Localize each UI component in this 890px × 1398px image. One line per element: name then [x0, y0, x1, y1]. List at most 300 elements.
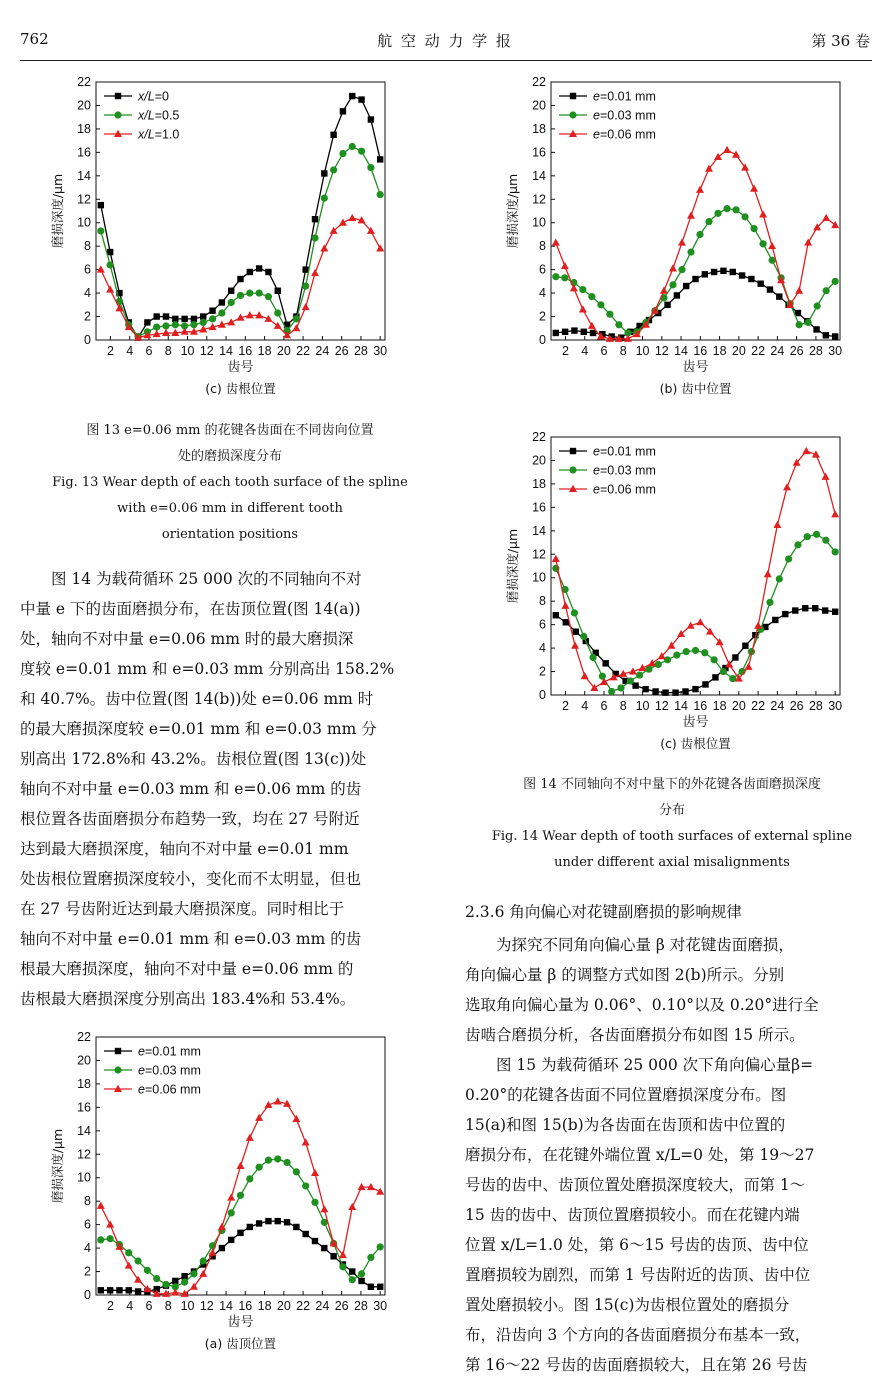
- x-axis-label: 齿号: [227, 360, 254, 375]
- data-point: [172, 321, 179, 328]
- data-point: [162, 322, 169, 329]
- y-tick-label: 4: [84, 1241, 91, 1256]
- data-point: [106, 285, 114, 292]
- x-tick-label: 16: [693, 344, 708, 358]
- data-point: [292, 1115, 300, 1122]
- data-point: [664, 302, 670, 308]
- fig13-caption: [20, 418, 440, 548]
- y-axis-label: 磨损深度/μm: [505, 528, 520, 604]
- y-tick-label: 12: [77, 1147, 91, 1162]
- sub-caption: (c) 齿根位置: [205, 381, 276, 396]
- data-point: [219, 299, 225, 305]
- series-line: [101, 147, 380, 337]
- data-point: [376, 244, 384, 251]
- data-point: [723, 205, 730, 212]
- data-point: [571, 642, 579, 649]
- y-axis-label: 磨损深度/μm: [50, 173, 65, 249]
- left-line: 达到最大磨损深度，轴向不对中量 e=0.01 mm: [20, 840, 349, 858]
- data-point: [349, 1268, 355, 1274]
- data-point: [831, 221, 839, 228]
- data-point: [720, 268, 726, 274]
- data-point: [292, 324, 300, 331]
- x-tick-label: 18: [257, 1299, 272, 1313]
- data-point: [321, 170, 327, 176]
- data-point: [701, 649, 708, 656]
- data-point: [599, 673, 606, 680]
- data-point: [358, 1278, 364, 1284]
- data-point: [311, 234, 318, 241]
- data-point: [553, 330, 559, 336]
- data-point: [832, 333, 838, 339]
- x-tick-label: 6: [145, 344, 153, 358]
- y-tick-label: 10: [77, 215, 91, 230]
- legend-label: e=0.03 mm: [138, 1063, 201, 1078]
- x-tick-label: 18: [257, 344, 272, 358]
- legend-marker: [569, 111, 576, 118]
- data-point: [552, 238, 560, 245]
- data-point: [126, 1287, 132, 1293]
- data-point: [219, 1245, 225, 1251]
- data-point: [792, 607, 798, 613]
- left-paragraph: [20, 564, 450, 1014]
- data-point: [687, 248, 694, 255]
- data-point: [642, 686, 648, 692]
- data-point: [163, 313, 169, 319]
- data-point: [648, 659, 656, 666]
- data-point: [190, 321, 197, 328]
- data-point: [97, 265, 105, 272]
- data-point: [348, 1203, 356, 1210]
- left-line: 齿根最大磨损深度分别高出 183.4%和 53.4%。: [20, 990, 356, 1008]
- left-line: 处，轴向不对中量 e=0.06 mm 时的最大磨损深: [20, 630, 354, 648]
- x-tick-label: 30: [828, 699, 843, 713]
- data-point: [702, 681, 708, 687]
- x-tick-label: 10: [180, 1299, 195, 1313]
- chart-fig14c: [495, 425, 865, 765]
- right-line: 位置 x/L=1.0 处，第 6～15 号齿的齿顶、齿中位: [465, 1236, 809, 1254]
- x-tick-label: 22: [296, 344, 311, 358]
- data-point: [367, 1254, 374, 1261]
- x-tick-label: 2: [106, 1299, 114, 1313]
- data-point: [732, 654, 738, 660]
- journal-name: 航 空 动 力 学 报: [377, 32, 513, 50]
- legend-label: x/L=0: [138, 89, 169, 104]
- x-tick-label: 12: [654, 344, 669, 358]
- data-point: [782, 611, 788, 617]
- data-point: [106, 1220, 114, 1227]
- data-point: [562, 329, 568, 335]
- y-tick-label: 12: [532, 192, 546, 207]
- legend-marker: [114, 111, 121, 118]
- right-line: 角向偏心量 β 的调整方式如图 2(b)所示。分别: [465, 966, 785, 984]
- y-tick-label: 18: [77, 121, 91, 136]
- page-number: 762: [20, 30, 49, 48]
- data-point: [795, 287, 803, 294]
- data-point: [321, 1245, 327, 1251]
- data-point: [218, 309, 225, 316]
- y-tick-label: 16: [77, 145, 91, 160]
- data-point: [754, 622, 762, 629]
- x-tick-label: 26: [789, 699, 804, 713]
- data-point: [636, 671, 643, 678]
- data-point: [714, 153, 722, 160]
- data-point: [683, 648, 690, 655]
- data-point: [107, 249, 113, 255]
- data-point: [672, 689, 678, 695]
- x-tick-label: 8: [619, 344, 627, 358]
- data-point: [302, 1138, 310, 1145]
- data-point: [274, 1097, 282, 1104]
- right-line: 第 16～22 号齿的齿面磨损较大，且在第 26 号齿: [465, 1356, 808, 1374]
- data-point: [340, 108, 346, 114]
- data-point: [759, 210, 767, 217]
- data-point: [97, 227, 104, 234]
- y-tick-label: 20: [532, 453, 546, 468]
- x-axis-label: 齿号: [682, 715, 709, 730]
- data-point: [265, 1218, 271, 1224]
- x-tick-label: 4: [126, 1299, 134, 1313]
- data-point: [162, 1281, 169, 1288]
- right-line: 置磨损较为剧烈，而第 1 号齿附近的齿顶、齿中位: [465, 1266, 811, 1284]
- y-tick-label: 4: [539, 286, 546, 301]
- data-point: [794, 541, 801, 548]
- legend-item: [104, 1045, 201, 1059]
- x-tick-label: 4: [581, 344, 589, 358]
- left-line: 轴向不对中量 e=0.03 mm 和 e=0.06 mm 的齿: [20, 780, 362, 798]
- data-point: [228, 1237, 234, 1243]
- sub-caption: (b) 齿中位置: [659, 381, 732, 396]
- y-tick-label: 8: [539, 239, 546, 254]
- x-tick-label: 4: [126, 344, 134, 358]
- data-point: [822, 537, 829, 544]
- x-tick-label: 30: [828, 344, 843, 358]
- legend-label: e=0.06 mm: [593, 482, 656, 497]
- data-point: [757, 281, 763, 287]
- y-tick-label: 18: [77, 1076, 91, 1091]
- left-line: 处齿根位置磨损深度较小，变化而不太明显，但也: [20, 870, 362, 888]
- data-point: [284, 1219, 290, 1225]
- data-point: [377, 1284, 383, 1290]
- data-point: [358, 96, 364, 102]
- data-point: [153, 324, 160, 331]
- data-point: [732, 206, 739, 213]
- legend-item: [559, 109, 656, 123]
- data-point: [783, 483, 791, 490]
- data-point: [349, 1276, 356, 1283]
- data-point: [190, 1270, 197, 1277]
- x-tick-label: 24: [315, 1299, 330, 1313]
- series-circle: [97, 1155, 384, 1290]
- data-point: [802, 447, 810, 454]
- data-point: [561, 602, 569, 609]
- data-point: [804, 533, 811, 540]
- data-point: [228, 299, 235, 306]
- data-point: [311, 269, 319, 276]
- left-line: 中量 e 下的齿面磨损分布，在齿顶位置(图 14(a)): [20, 600, 361, 618]
- legend-item: [559, 464, 656, 478]
- data-point: [750, 185, 758, 192]
- y-tick-label: 2: [539, 309, 546, 324]
- data-point: [311, 1169, 319, 1176]
- x-tick-label: 26: [334, 1299, 349, 1313]
- data-point: [702, 271, 708, 277]
- left-line: 别高出 172.8%和 43.2%。齿根位置(图 13(c))处: [20, 750, 367, 768]
- data-point: [608, 688, 615, 695]
- x-tick-label: 20: [731, 344, 746, 358]
- volume-label: 第 36 卷: [811, 32, 870, 50]
- series-circle: [552, 205, 839, 337]
- y-axis-label: 磨损深度/μm: [505, 173, 520, 249]
- legend-marker: [569, 466, 576, 473]
- data-point: [768, 242, 776, 249]
- data-point: [812, 605, 818, 611]
- data-point: [348, 214, 356, 221]
- data-point: [705, 218, 712, 225]
- data-point: [209, 307, 215, 313]
- data-point: [107, 1235, 114, 1242]
- right-line: 图 15 为载荷循环 25 000 次下角向偏心量β=: [496, 1056, 814, 1074]
- x-tick-label: 14: [219, 1299, 234, 1313]
- y-axis-label: 磨损深度/μm: [50, 1128, 65, 1204]
- right-line: 15(a)和图 15(b)为各齿面在齿顶和齿中位置的: [465, 1116, 786, 1134]
- x-axis-label: 齿号: [227, 1315, 254, 1330]
- y-tick-label: 22: [532, 75, 546, 89]
- series-circle: [97, 143, 384, 340]
- data-point: [776, 293, 782, 299]
- series-line: [556, 209, 835, 333]
- data-point: [200, 1257, 207, 1264]
- data-point: [144, 319, 150, 325]
- left-line: 根最大磨损深度，轴向不对中量 e=0.06 mm 的: [20, 960, 354, 978]
- data-point: [682, 688, 688, 694]
- data-point: [678, 238, 686, 245]
- sub-caption: (c) 齿根位置: [660, 736, 731, 751]
- data-point: [377, 156, 383, 162]
- right-paragraph: [465, 930, 873, 1380]
- legend-item: [559, 90, 656, 104]
- series-line: [101, 1159, 380, 1287]
- y-tick-label: 14: [77, 168, 91, 183]
- data-point: [785, 555, 792, 562]
- left-line: 轴向不对中量 e=0.01 mm 和 e=0.03 mm 的齿: [20, 930, 362, 948]
- data-point: [711, 269, 717, 275]
- legend-item: [559, 128, 656, 142]
- data-point: [588, 293, 595, 300]
- y-tick-label: 14: [532, 168, 546, 183]
- data-point: [312, 216, 318, 222]
- x-tick-label: 24: [770, 699, 785, 713]
- data-point: [368, 116, 374, 122]
- data-point: [552, 555, 560, 562]
- legend-marker: [114, 1066, 121, 1073]
- data-point: [805, 319, 812, 326]
- data-point: [772, 617, 778, 623]
- legend-item: [104, 109, 179, 123]
- legend-marker: [115, 93, 121, 99]
- data-point: [376, 1188, 384, 1195]
- data-point: [773, 521, 781, 528]
- data-point: [247, 269, 253, 275]
- data-point: [172, 1278, 178, 1284]
- right-line: 为探究不同角向偏心量 β 对花键齿面磨损，: [496, 936, 794, 954]
- right-line: 置处磨损较小。图 15(c)为齿根位置处的磨损分: [465, 1296, 790, 1314]
- data-point: [358, 1270, 365, 1277]
- y-tick-label: 2: [539, 664, 546, 679]
- data-point: [603, 660, 609, 666]
- y-tick-label: 6: [84, 1217, 91, 1232]
- x-tick-label: 2: [106, 344, 114, 358]
- x-tick-label: 28: [353, 344, 368, 358]
- data-point: [265, 293, 272, 300]
- y-tick-label: 20: [77, 98, 91, 113]
- data-point: [832, 609, 838, 615]
- data-point: [597, 301, 604, 308]
- y-tick-label: 18: [532, 121, 546, 136]
- data-point: [153, 313, 159, 319]
- data-point: [320, 1205, 328, 1212]
- legend-label: e=0.01 mm: [593, 444, 656, 459]
- y-tick-label: 16: [532, 500, 546, 515]
- y-tick-label: 8: [84, 1194, 91, 1209]
- data-point: [766, 599, 773, 606]
- data-point: [368, 1284, 374, 1290]
- data-point: [265, 1157, 272, 1164]
- data-point: [823, 332, 829, 338]
- legend-label: e=0.03 mm: [593, 463, 656, 478]
- x-tick-label: 6: [600, 344, 608, 358]
- data-point: [561, 262, 569, 269]
- x-tick-label: 28: [808, 344, 823, 358]
- x-tick-label: 10: [180, 344, 195, 358]
- fig14-en-1: Fig. 14 Wear depth of tooth surfaces of external spline: [491, 829, 853, 844]
- data-point: [227, 1193, 235, 1200]
- data-point: [265, 269, 271, 275]
- x-tick-label: 14: [674, 699, 689, 713]
- right-line: 磨损分布，在花键外端位置 x/L=0 处，第 19～27: [465, 1146, 815, 1164]
- legend-label: e=0.03 mm: [593, 108, 656, 123]
- x-tick-label: 12: [199, 1299, 214, 1313]
- y-tick-label: 10: [532, 570, 546, 585]
- x-tick-label: 24: [315, 344, 330, 358]
- data-point: [561, 274, 568, 281]
- x-tick-label: 2: [561, 344, 569, 358]
- data-point: [134, 1257, 141, 1264]
- data-point: [589, 654, 596, 661]
- left-line: 的最大磨损深度较 e=0.01 mm 和 e=0.03 mm 分: [20, 720, 377, 738]
- data-point: [822, 607, 828, 613]
- x-tick-label: 24: [770, 344, 785, 358]
- data-point: [741, 213, 748, 220]
- fig14-caption: [462, 772, 882, 876]
- y-tick-label: 22: [532, 430, 546, 444]
- data-point: [172, 316, 178, 322]
- data-point: [579, 286, 586, 293]
- data-point: [813, 326, 819, 332]
- data-point: [191, 316, 197, 322]
- data-point: [135, 1288, 141, 1294]
- data-point: [579, 305, 587, 312]
- x-tick-label: 16: [238, 344, 253, 358]
- fig13-en-2: with e=0.06 mm in different tooth: [117, 501, 343, 516]
- data-point: [339, 1263, 346, 1270]
- x-tick-label: 10: [635, 699, 650, 713]
- y-tick-label: 8: [539, 594, 546, 609]
- data-point: [293, 1168, 300, 1175]
- data-point: [831, 510, 839, 517]
- data-point: [339, 150, 346, 157]
- legend-label: x/L=1.0: [138, 127, 180, 142]
- x-tick-label: 20: [731, 699, 746, 713]
- fig13-en-3: orientation positions: [161, 527, 299, 542]
- data-point: [669, 281, 676, 288]
- data-point: [730, 269, 736, 275]
- x-tick-label: 22: [751, 699, 766, 713]
- x-tick-label: 18: [712, 344, 727, 358]
- data-point: [683, 283, 689, 289]
- data-point: [311, 1199, 318, 1206]
- x-tick-label: 14: [674, 344, 689, 358]
- data-point: [712, 674, 718, 680]
- right-line: 15 齿的齿中、齿顶位置磨损较小。而在花键内端: [465, 1206, 800, 1224]
- legend-item: [104, 1083, 201, 1097]
- legend-label: e=0.01 mm: [593, 89, 656, 104]
- data-point: [742, 643, 748, 649]
- x-tick-label: 2: [561, 699, 569, 713]
- data-point: [822, 473, 830, 480]
- legend-label: e=0.06 mm: [138, 1082, 201, 1097]
- data-point: [153, 1275, 160, 1282]
- right-line: 号齿的齿中、齿顶位置处磨损深度较大，而第 1～: [465, 1176, 806, 1194]
- x-tick-label: 8: [164, 1299, 172, 1313]
- x-tick-label: 28: [353, 1299, 368, 1313]
- data-point: [321, 195, 328, 202]
- data-point: [293, 1224, 299, 1230]
- data-point: [144, 1267, 151, 1274]
- data-point: [617, 684, 624, 691]
- right-line: 0.20°的花键各齿面不同位置磨损深度分布。图: [465, 1086, 787, 1104]
- y-tick-label: 12: [532, 547, 546, 562]
- data-point: [692, 276, 698, 282]
- right-line: 选取角向偏心量为 0.06°、0.10°以及 0.20°进行全: [465, 996, 819, 1014]
- data-point: [228, 288, 234, 294]
- data-point: [349, 143, 356, 150]
- data-point: [823, 287, 830, 294]
- x-tick-label: 20: [276, 1299, 291, 1313]
- header-rule: [20, 60, 872, 61]
- data-point: [181, 316, 187, 322]
- data-point: [687, 211, 695, 218]
- data-point: [246, 289, 253, 296]
- x-tick-label: 16: [693, 699, 708, 713]
- x-tick-label: 8: [164, 344, 172, 358]
- data-point: [759, 240, 766, 247]
- data-point: [302, 303, 310, 310]
- y-tick-label: 0: [84, 333, 91, 347]
- data-point: [358, 148, 365, 155]
- data-point: [107, 1287, 113, 1293]
- data-point: [563, 619, 569, 625]
- data-point: [283, 1159, 290, 1166]
- data-point: [714, 210, 721, 217]
- x-tick-label: 6: [600, 699, 608, 713]
- data-point: [652, 688, 658, 694]
- data-point: [832, 278, 839, 285]
- data-point: [200, 319, 207, 326]
- data-point: [750, 225, 757, 232]
- x-tick-label: 26: [334, 344, 349, 358]
- x-tick-label: 6: [145, 1299, 153, 1313]
- y-tick-label: 6: [539, 617, 546, 632]
